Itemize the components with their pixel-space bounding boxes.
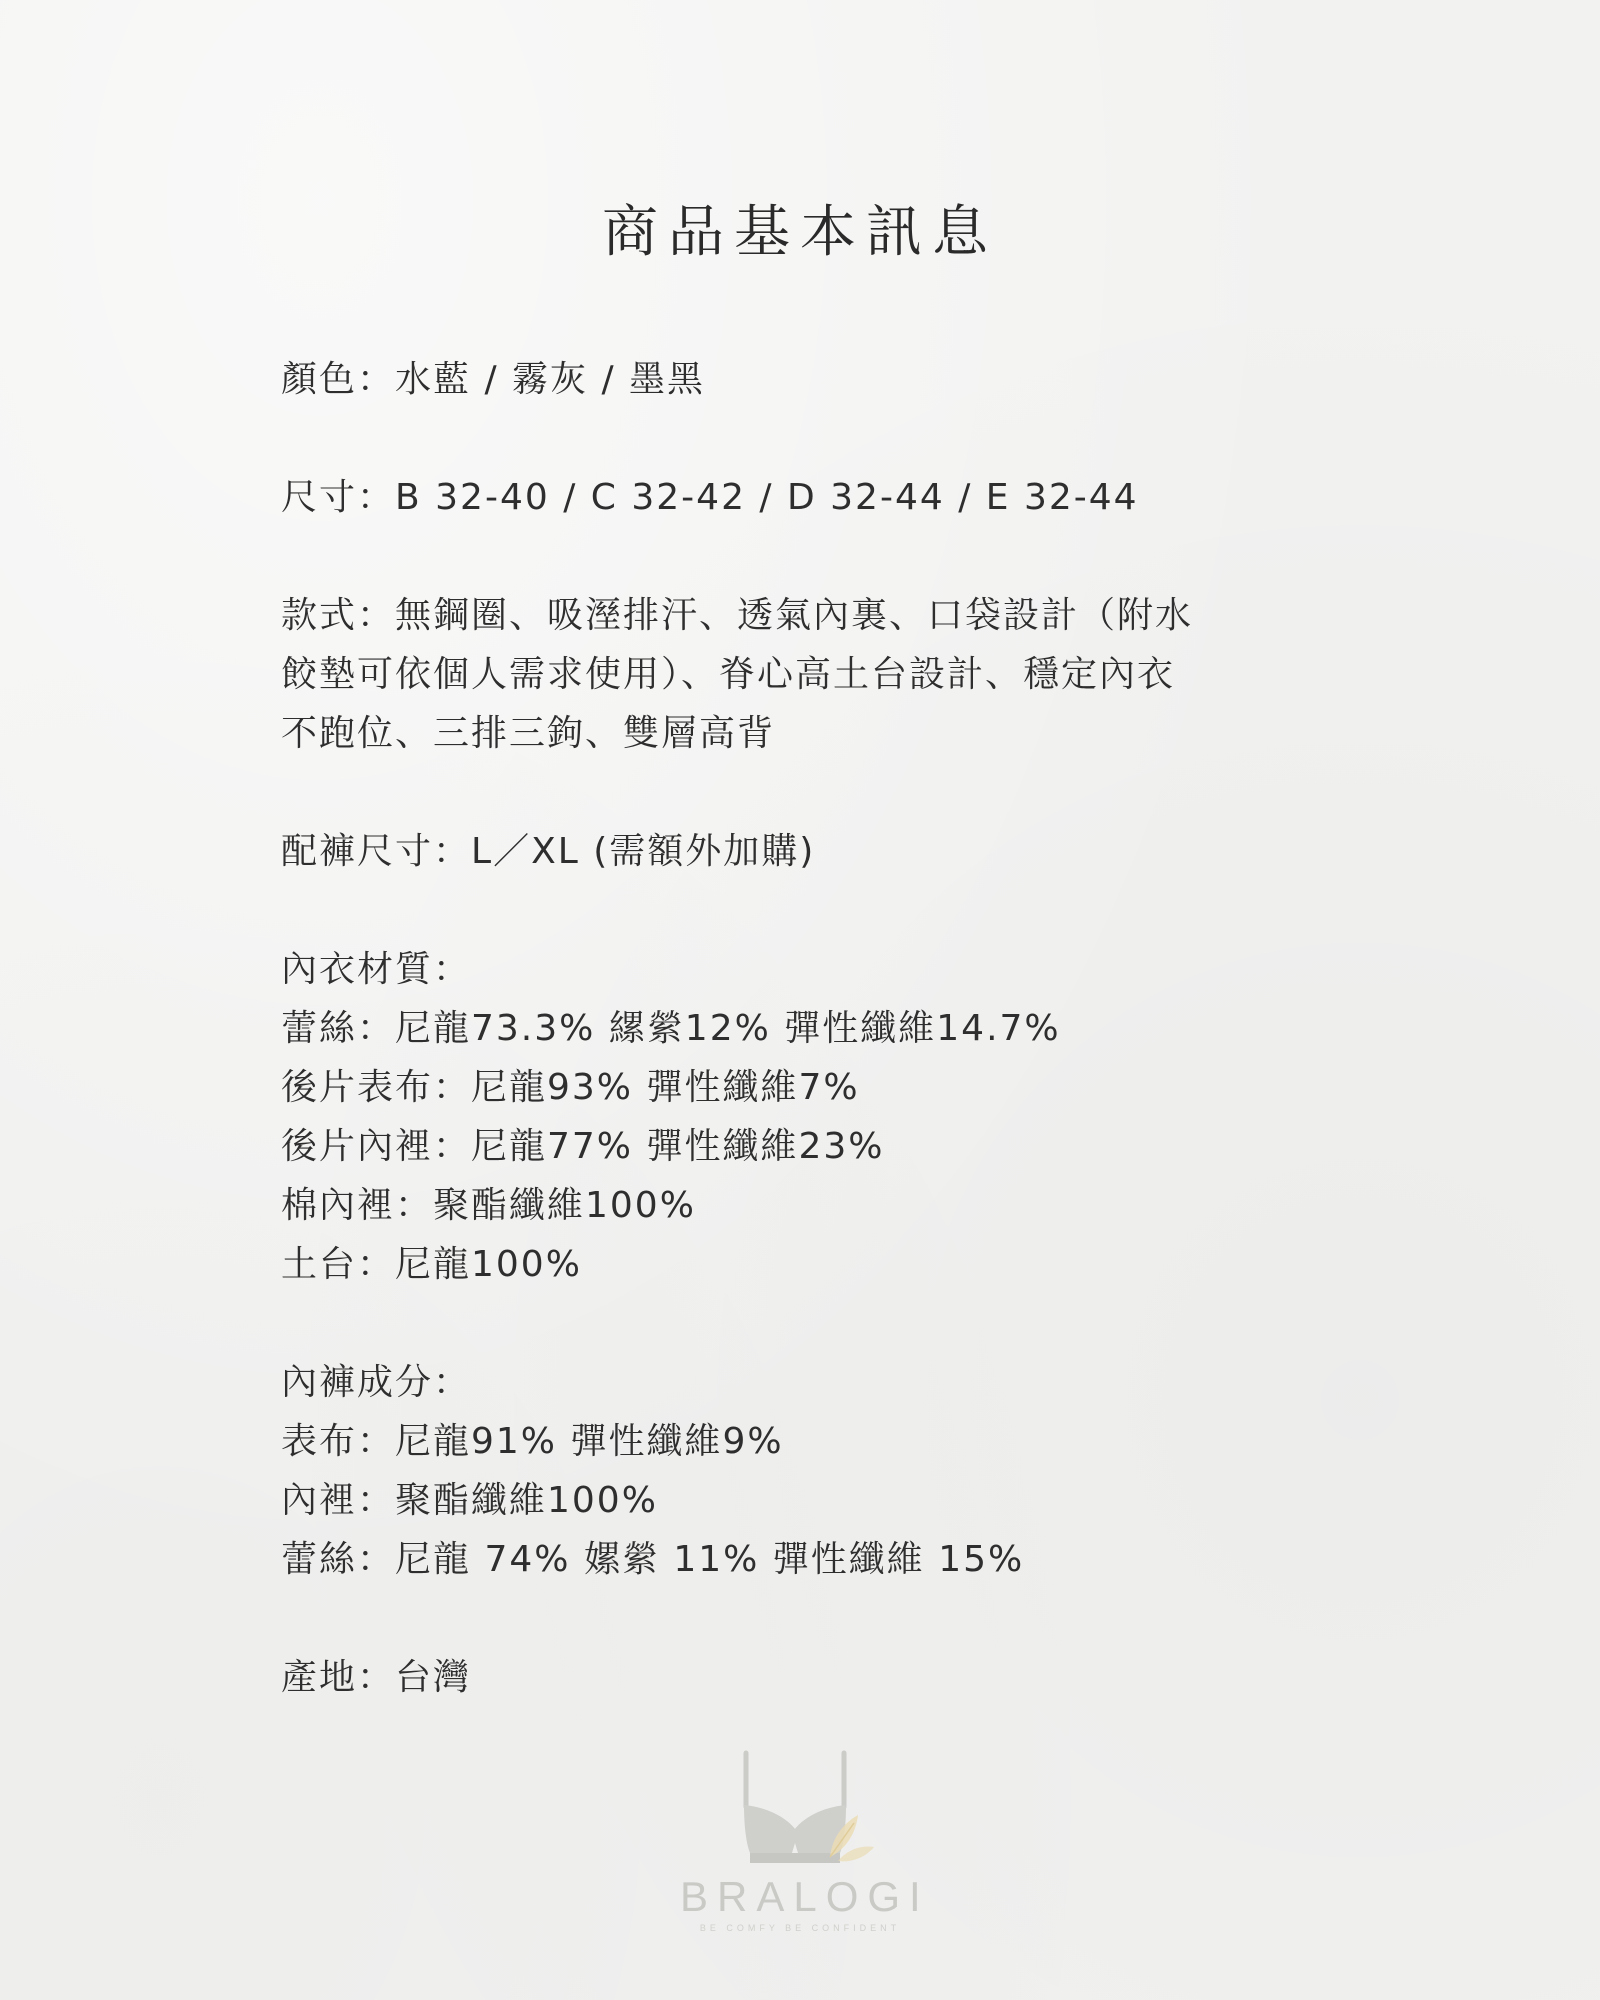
color-label: 顏色：	[281, 359, 396, 400]
style-label: 款式：	[281, 595, 396, 636]
style-line-3: 不跑位、三排三鉤、雙層高背	[281, 713, 776, 754]
origin-value: 台灣	[395, 1657, 472, 1698]
brand-logo	[680, 1745, 930, 1935]
bra-material-section	[281, 940, 1281, 1294]
size-value: B 32-40 / C 32-42 / D 32-44 / E 32-44	[395, 477, 1139, 518]
brand-wordmark: BRALOGI	[680, 1873, 930, 1920]
origin-line	[281, 1648, 1281, 1707]
style-value-1: 無鋼圈、吸溼排汗、透氣內裏、口袋設計（附水	[395, 595, 1194, 636]
bra-material-lace: 蕾絲：尼龍73.3% 縲縈12% 彈性纖維14.7%	[281, 1008, 1061, 1049]
origin-section	[281, 1648, 1281, 1707]
panty-material-section	[281, 1353, 1281, 1589]
panty-material-heading: 內褲成分：	[281, 1362, 472, 1403]
panty-size-label: 配褲尺寸：	[281, 831, 472, 872]
size-section	[281, 468, 1281, 527]
product-details	[281, 350, 1281, 1766]
size-label: 尺寸：	[281, 477, 396, 518]
panty-material-lining: 內裡：聚酯纖維100%	[281, 1480, 658, 1521]
panty-size-line	[281, 822, 1281, 881]
style-section	[281, 586, 1281, 763]
panty-size-section	[281, 822, 1281, 881]
panty-material-lace: 蕾絲：尼龍 74% 嫘縈 11% 彈性纖維 15%	[281, 1539, 1025, 1580]
bra-material-cotton-lining: 棉內裡：聚酯纖維100%	[281, 1185, 696, 1226]
bra-material-back-lining: 後片內裡：尼龍77% 彈性纖維23%	[281, 1126, 885, 1167]
color-line	[281, 350, 1281, 409]
bra-material-back-outer: 後片表布：尼龍93% 彈性纖維7%	[281, 1067, 860, 1108]
brand-tagline: BE COMFY BE CONFIDENT	[699, 1923, 901, 1933]
panty-material-outer: 表布：尼龍91% 彈性纖維9%	[281, 1421, 784, 1462]
panty-size-value: L／XL (需額外加購)	[471, 831, 816, 872]
style-line-2: 餃墊可依個人需求使用）、脊心高土台設計、穩定內衣	[281, 654, 1176, 695]
size-line	[281, 468, 1281, 527]
color-section	[281, 350, 1281, 409]
origin-label: 產地：	[281, 1657, 396, 1698]
color-value: 水藍 / 霧灰 / 墨黑	[395, 359, 706, 400]
bra-material-heading: 內衣材質：	[281, 949, 472, 990]
style-line-1	[281, 586, 1281, 645]
bra-material-center-gore: 土台：尼龍100%	[281, 1244, 582, 1285]
page-title: 商品基本訊息	[602, 200, 998, 265]
bra-silhouette-icon	[680, 1745, 920, 1875]
